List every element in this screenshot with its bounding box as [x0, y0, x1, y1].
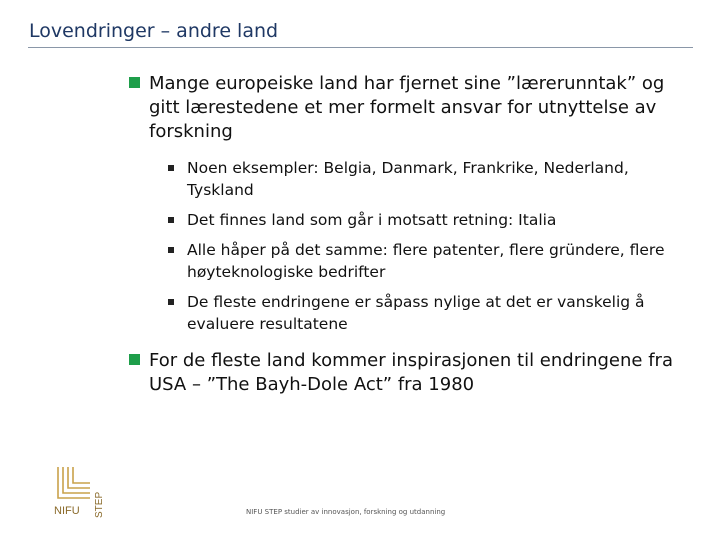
bullet-1	[128, 72, 688, 144]
svg-text:STEP: STEP	[94, 491, 105, 518]
bullet-2	[128, 349, 688, 397]
sub-bullet-4	[128, 291, 688, 335]
sub-bullet-3	[128, 239, 688, 283]
svg-text:NIFU: NIFU	[54, 505, 80, 517]
title-divider	[28, 47, 693, 48]
sub-bullet-2-text: Det finnes land som går i motsatt retning: Italia	[187, 211, 557, 229]
small-square-bullet-icon	[168, 165, 174, 171]
sub-bullet-2	[128, 209, 688, 231]
square-bullet-icon	[129, 77, 140, 88]
bullet-1-text: Mange europeiske land har fjernet sine ”lærerunntak” og gitt lærestedene et mer formelt ansvar for utnyttelse av forskning	[149, 73, 665, 142]
footer-text: NIFU STEP studier av innovasjon, forskning og utdanning	[246, 508, 446, 516]
sub-bullet-list	[128, 157, 688, 335]
bullet-2-text: For de fleste land kommer inspirasjonen til endringene fra USA – ”The Bayh-Dole Act” fra 1980	[149, 350, 673, 395]
nifu-step-logo	[50, 462, 110, 520]
sub-bullet-1-text: Noen eksempler: Belgia, Danmark, Frankrike, Nederland, Tyskland	[187, 159, 629, 199]
sub-bullet-1	[128, 157, 688, 201]
slide-title: Lovendringer – andre land	[29, 20, 279, 42]
sub-bullet-3-text: Alle håper på det samme: flere patenter, flere gründere, flere høyteknologiske bedrifter	[187, 241, 665, 281]
slide-content	[128, 72, 688, 410]
small-square-bullet-icon	[168, 299, 174, 305]
small-square-bullet-icon	[168, 217, 174, 223]
small-square-bullet-icon	[168, 247, 174, 253]
square-bullet-icon	[129, 354, 140, 365]
sub-bullet-4-text: De fleste endringene er såpass nylige at det er vanskelig å evaluere resultatene	[187, 293, 645, 333]
